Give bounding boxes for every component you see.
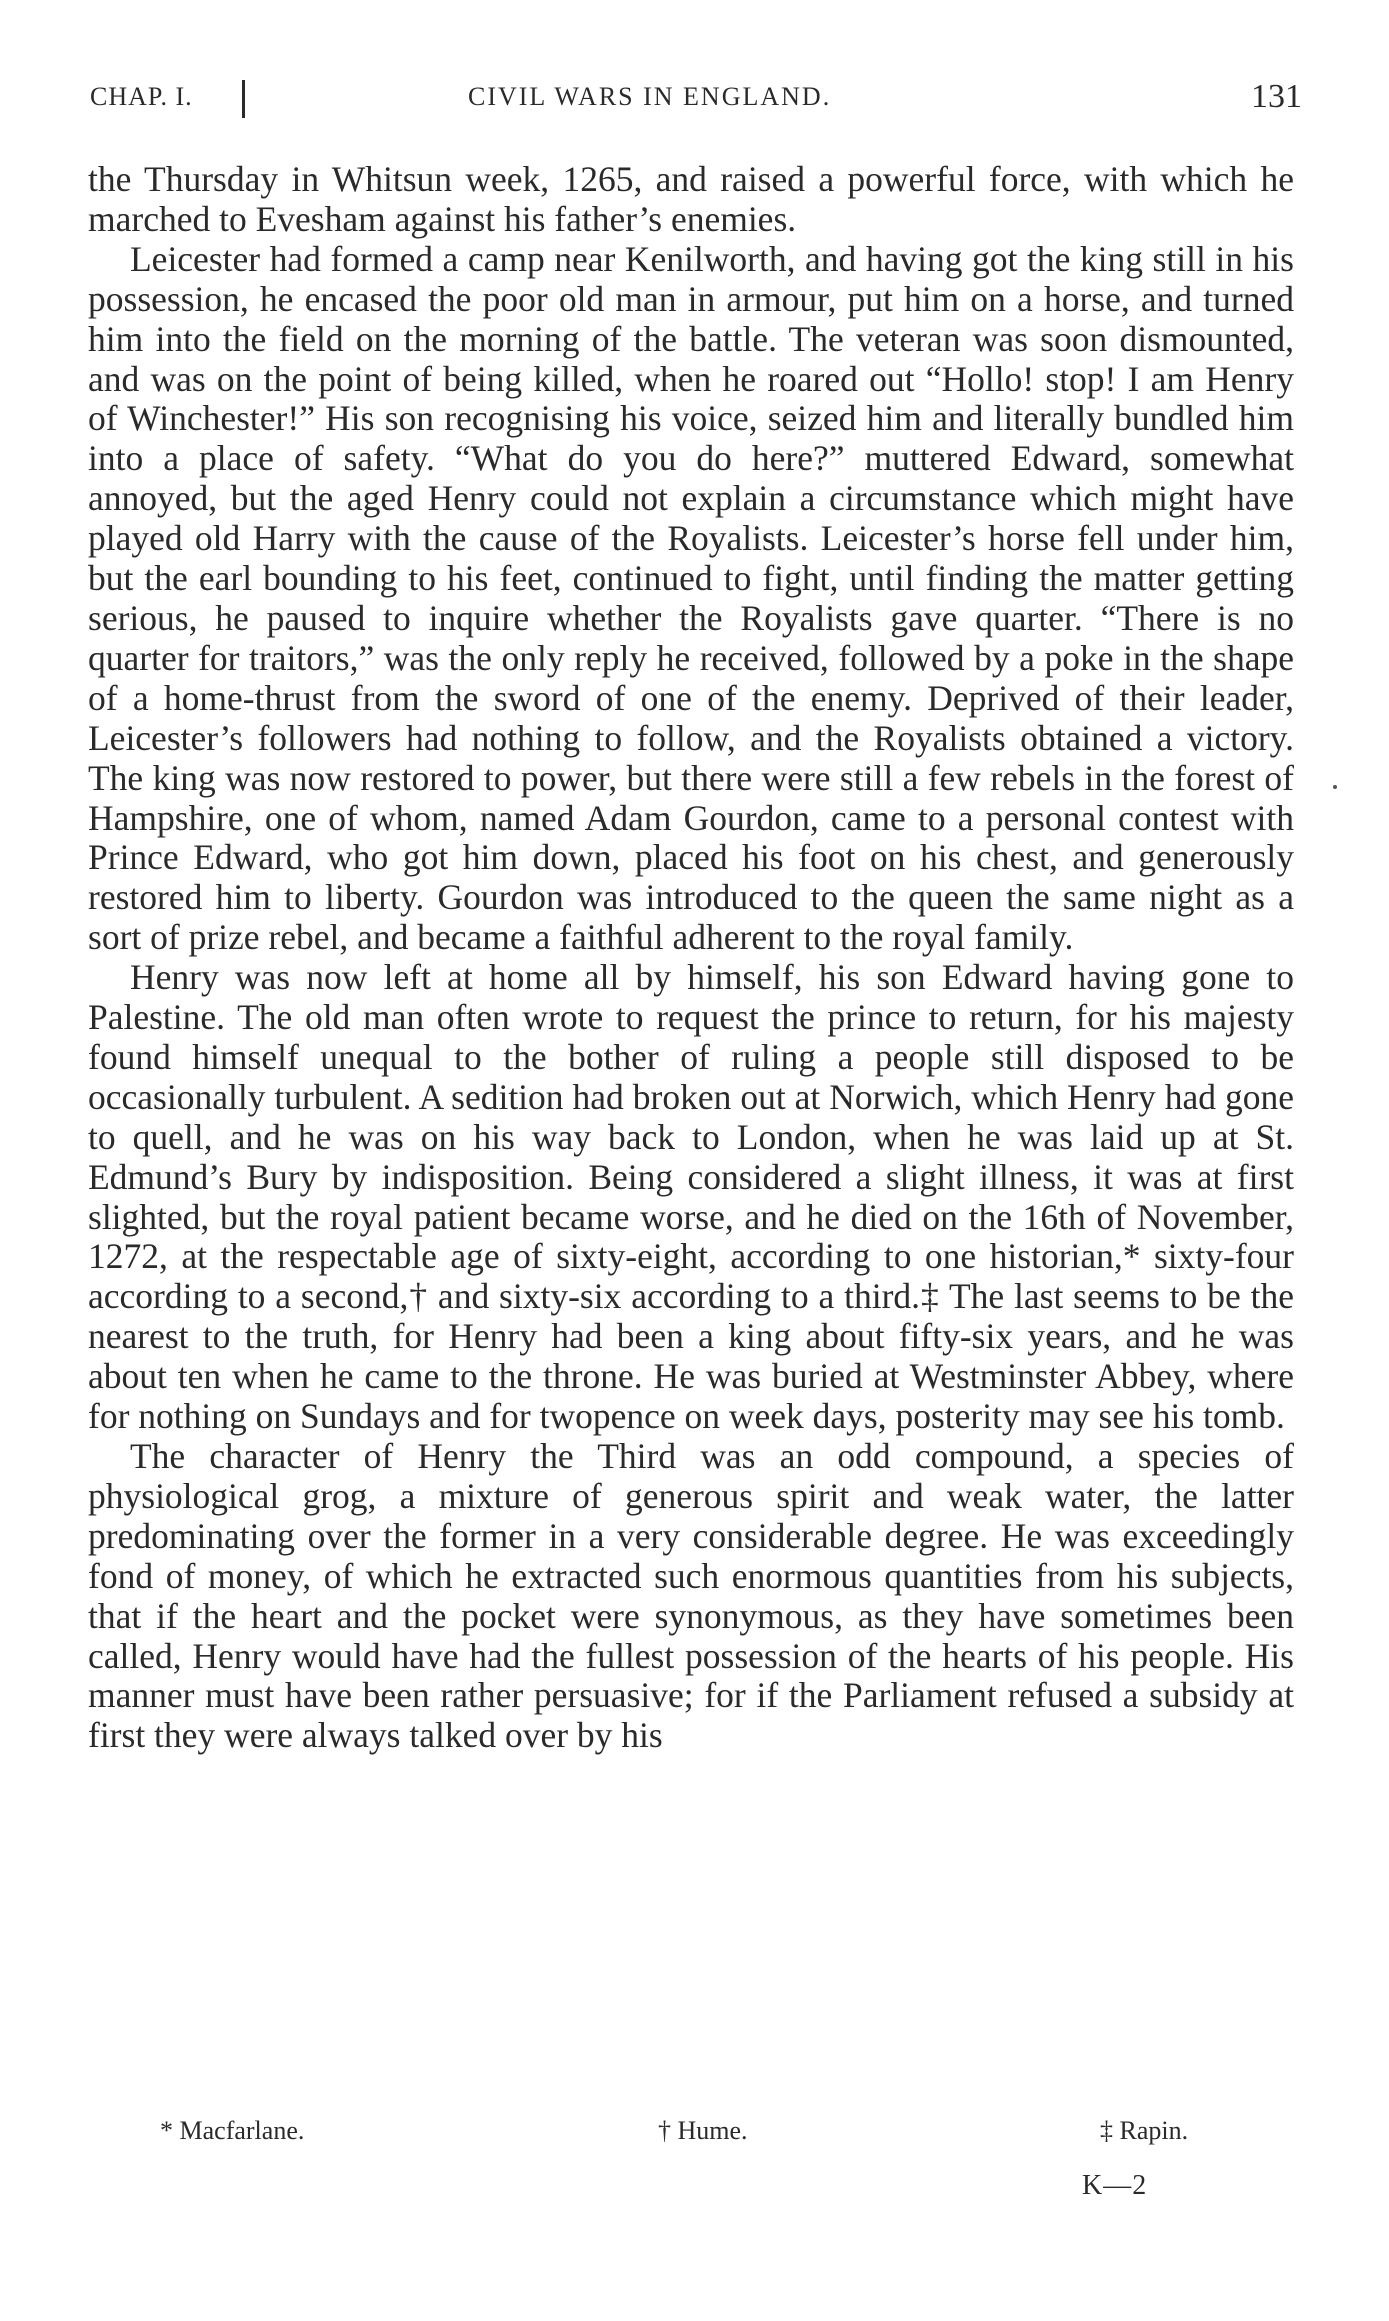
running-header [90,78,1302,128]
paragraph-continued: the Thursday in Whitsun week, 1265, and raised a powerful force, with which he marched to Evesham against his father’s enemies. [88,159,1294,239]
paragraph-character-of-henry: The character of Henry the Third was an odd compound, a species of physiological grog, a mixture of generous spirit and weak water, the latter predominating over the former in a very considerable degree. He was exceedingly fond of money, of which he extracted such enormous quantities from his subjects, that if the heart and the pocket were synonymous, as they have sometimes been called, Henry would have had the fullest possession of the hearts of his people. His manner must have been rather persuasive; for if the Parliament refused a subsidy at first they were always talked over by his [88,1436,1294,1756]
header-divider [242,80,245,118]
paragraph-battle-of-evesham: Leicester had formed a camp near Kenilworth, and having got the king still in his possession, he encased the poor old man in armour, put him on a horse, and turned him into the field on the morning of the battle. The veteran was soon dismounted, and was on the point of being killed, when he roared out “Hollo! stop! I am Henry of Winchester!” His son recognising his voice, seized him and literally bundled him into a place of safety. “What do you do here?” muttered Edward, somewhat annoyed, but the aged Henry could not explain a circumstance which might have played old Harry with the cause of the Royalists. Leicester’s horse fell under him, but the earl bounding to his feet, continued to fight, until finding the matter getting serious, he paused to inquire whether the Royalists gave quarter. “There is no quarter for traitors,” was the only reply he received, followed by a poke in the shape of a home-thrust from the sword of one of the enemy. Deprived of their leader, Leicester’s followers had nothing to follow, and the Royalists obtained a victory. The king was now restored to power, but there were still a few rebels in the forest of Hampshire, one of whom, named Adam Gourdon, came to a personal contest with Prince Edward, who got him down, placed his foot on his chest, and generously restored him to liberty. Gourdon was introduced to the queen the same night as a sort of prize rebel, and became a faithful adherent to the royal family. [88,238,1294,958]
running-title: CIVIL WARS IN ENGLAND. [468,82,832,111]
signature-mark: K—2 [1082,2170,1148,2201]
footnotes [160,2116,1240,2156]
footnote-rapin: ‡ Rapin. [1100,2116,1189,2145]
margin-speck [1333,785,1337,789]
chapter-label: CHAP. I. [90,82,193,111]
page-body [88,160,1294,1756]
footnote-hume: † Hume. [658,2116,748,2145]
paragraph-death-of-henry: Henry was now left at home all by himself, his son Edward having gone to Palestine. The old man often wrote to request the prince to return, for his majesty found himself unequal to the bother of ruling a people still disposed to be occasionally turbulent. A sedition had broken out at Norwich, which Henry had gone to quell, and he was on his way back to London, when he was laid up at St. Edmund’s Bury by indisposition. Being considered a slight illness, it was at first slighted, but the royal patient became worse, and he died on the 16th of November, 1272, at the respectable age of sixty-eight, according to one historian,* sixty-four according to a second,† and sixty-six according to a third.‡ The last seems to be the nearest to the truth, for Henry had been a king about fifty-six years, and he was about ten when he came to the throne. He was buried at Westminster Abbey, where for nothing on Sundays and for twopence on week days, posterity may see his tomb. [88,957,1294,1437]
page-number: 131 [1251,78,1302,115]
footnote-macfarlane: * Macfarlane. [160,2116,305,2145]
